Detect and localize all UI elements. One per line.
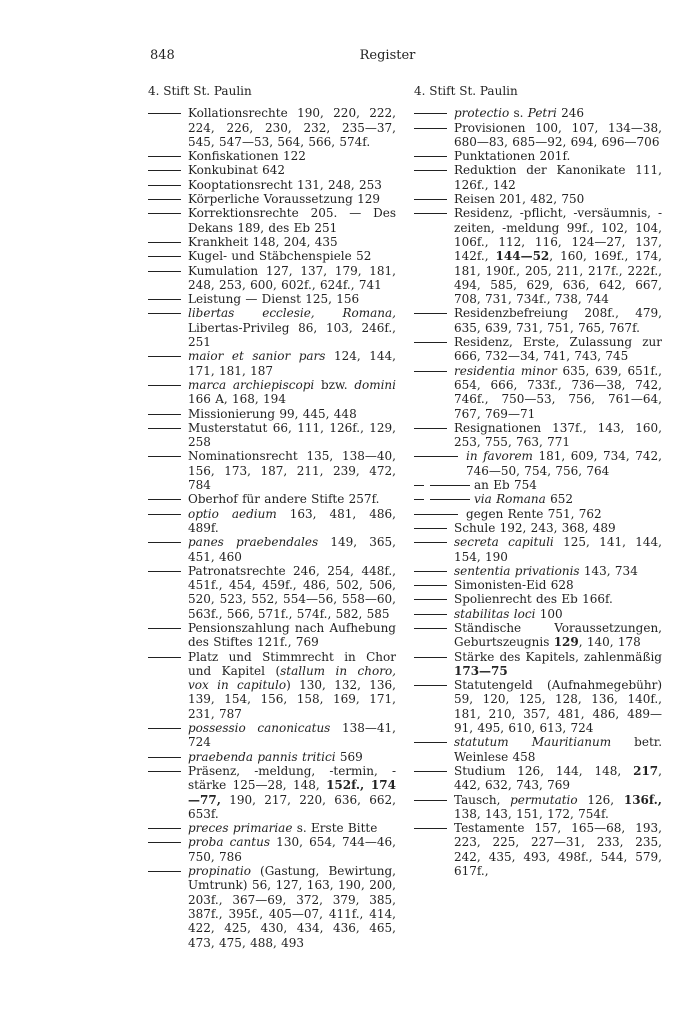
entry-italic: praebenda pannis tritici [188, 749, 336, 764]
index-entry [148, 621, 396, 650]
entry-italic: proba cantus [188, 835, 270, 850]
entry-dash [414, 113, 447, 114]
entry-dash [414, 628, 447, 629]
entry-text: 569 [335, 749, 363, 764]
index-entry [414, 163, 662, 192]
index-entry [148, 349, 396, 378]
column-heading: 4. Stift St. Paulin [414, 84, 518, 98]
entry-dash [148, 842, 181, 843]
entry-text: Kollationsrechte 190, 220, 222, 224, 226, 230, 232, 235—37, 545, 547—53, 564, 566, 574f. [188, 106, 396, 149]
index-entry [414, 192, 662, 206]
entry-dash [148, 542, 181, 543]
entry-text: 635, 639, 651f., 654, 666, 733f., 736—38, 742, 746f., 750—53, 756, 761—64, 767, 769—71 [454, 363, 662, 421]
index-entry [148, 306, 396, 349]
entry-text: 130, 654, 744—46, 750, 786 [188, 835, 396, 864]
entry-dash [414, 371, 447, 372]
index-entry [148, 407, 396, 421]
index-entry [414, 735, 662, 764]
entry-dash [414, 342, 447, 343]
entry-dash [148, 113, 181, 114]
entry-dash [148, 771, 181, 772]
index-entry [414, 106, 662, 120]
entry-text: Residenzbefreiung 208f., 479, 635, 639, 731, 751, 765, 767f. [454, 306, 662, 335]
index-entry [414, 478, 662, 492]
entry-text: Provisionen 100, 107, 134—38, 680—83, 685—92, 694, 696—706 [454, 120, 662, 149]
index-entry [148, 192, 396, 206]
entry-text: Kooptationsrecht 131, 248, 253 [188, 177, 382, 192]
entry-dash [148, 728, 181, 729]
entry-dash [414, 213, 447, 214]
entry-bold: 136f., [623, 792, 662, 807]
index-entry [148, 864, 396, 950]
column-heading: 4. Stift St. Paulin [148, 84, 252, 98]
entry-italic: sententia privationis [454, 563, 580, 578]
index-entry [414, 578, 662, 592]
entry-dash [148, 170, 181, 171]
entry-text: Simonisten-Eid 628 [454, 578, 574, 593]
entry-subdash [430, 499, 470, 500]
index-entry [148, 292, 396, 306]
running-title: Register [359, 48, 416, 63]
entry-text: Korrektionsrechte 205. — Des Dekans 189, des Eb 251 [188, 206, 396, 235]
index-entry [414, 564, 662, 578]
entry-dash [148, 213, 181, 214]
entry-text: Kumulation 127, 137, 179, 181, 248, 253, 600, 602f., 624f., 741 [188, 263, 396, 292]
entry-text: 138—41, 724 [188, 721, 396, 750]
entry-text: Körperliche Voraussetzung 129 [188, 192, 380, 207]
entry-text: , 160, 169f., 174, 181, 190f., 205, 211, 217f., 222f., 494, 585, 629, 636, 642, 667, 708, 731, 734f., 738, 744 [454, 249, 662, 307]
index-entry [414, 650, 662, 679]
entry-text: 100 [535, 606, 563, 621]
entry-text: Reisen 201, 482, 750 [454, 192, 585, 207]
entry-dash [414, 313, 447, 314]
entry-text: 149, 365, 451, 460 [188, 535, 396, 564]
index-entry [414, 535, 662, 564]
index-entry [148, 178, 396, 192]
entry-text: Tausch, [454, 792, 511, 807]
entry-bold: 152f., 174—77, [188, 778, 396, 807]
entry-text: 181, 609, 734, 742, 746—50, 754, 756, 764 [466, 449, 662, 478]
entry-text: Kugel- und Stäbchenspiele 52 [188, 249, 372, 264]
index-entry [148, 492, 396, 506]
index-entry [414, 621, 662, 650]
index-entry [414, 764, 662, 793]
index-entry [148, 507, 396, 536]
entry-text: Oberhof für andere Stifte 257f. [188, 492, 380, 507]
entry-dash [148, 313, 181, 314]
index-entry [414, 678, 662, 735]
entry-text: 143, 734 [579, 563, 638, 578]
entry-italic: via Romana [474, 492, 546, 507]
entry-dash [414, 528, 447, 529]
entry-text: Konfiskationen 122 [188, 149, 306, 164]
entry-dash [148, 256, 181, 257]
index-entry [148, 264, 396, 293]
entry-dash [148, 757, 181, 758]
entry-dash [414, 428, 447, 429]
entry-text: Punktationen 201f. [454, 149, 571, 164]
entry-dash [414, 800, 447, 801]
index-entry [414, 449, 662, 478]
entry-subdash [430, 485, 470, 486]
index-entry [148, 149, 396, 163]
entry-dash [148, 514, 181, 515]
index-entry [148, 764, 396, 821]
entry-dash [148, 499, 181, 500]
entry-text: Testamente 157, 165—68, 193, 223, 225, 227—31, 233, 235, 242, 435, 493, 498f., 544, 579, 617f., [454, 821, 662, 879]
entry-text: , 140, 178 [578, 635, 641, 650]
left-column [148, 84, 396, 950]
index-entry [148, 206, 396, 235]
entry-dash [148, 299, 181, 300]
entry-dash [414, 614, 447, 615]
entry-dash [414, 199, 447, 200]
entry-text: 124, 144, 171, 181, 187 [188, 349, 396, 378]
entry-text: 246 [556, 106, 585, 121]
entry-italic: preces primariae [188, 821, 293, 836]
entry-italic: stallum in choro, vox in capitulo [188, 663, 396, 693]
entry-text: 138, 143, 151, 172, 754f. [454, 806, 609, 821]
entry-italic: domini [354, 377, 397, 392]
index-entry [414, 821, 662, 878]
entry-text: Nominationsrecht 135, 138—40, 156, 173, 187, 211, 239, 472, 784 [188, 449, 396, 493]
index-entry [414, 364, 662, 421]
entry-dash [148, 657, 181, 658]
entry-italic: panes praebendales [188, 535, 319, 550]
index-entry [148, 449, 396, 492]
index-entry [414, 592, 662, 606]
entry-text: gegen Rente 751, 762 [466, 506, 602, 521]
entry-text: Resignationen 137f., 143, 160, 253, 755, 763, 771 [454, 420, 662, 450]
entry-text: Krankheit 148, 204, 435 [188, 234, 338, 249]
entry-text: Reduktion der Kanonikate 111, 126f., 142 [454, 163, 662, 192]
index-entry [148, 650, 396, 721]
index-entry [148, 721, 396, 750]
entry-text: Konkubinat 642 [188, 163, 286, 178]
entry-dash [414, 156, 447, 157]
entry-dash [414, 585, 447, 586]
entry-italic: secreta capituli [454, 535, 554, 550]
index-entry [148, 106, 396, 149]
index-entry [148, 750, 396, 764]
entry-italic: permutatio [510, 792, 578, 807]
entry-italic: libertas ecclesie, Romana, [188, 306, 396, 321]
entry-italic: statutum Mauritianum [454, 735, 612, 750]
entry-italic: possessio canonicatus [188, 721, 331, 736]
entry-text: Residenz, Erste, Zulassung zur 666, 732—34, 741, 743, 745 [454, 335, 662, 364]
entry-bold: 129 [553, 635, 579, 650]
entry-text: bzw. [314, 377, 355, 392]
entry-italic: stabilitas loci [454, 606, 536, 621]
index-entry [414, 121, 662, 150]
right-column [414, 84, 662, 878]
entry-dash [414, 771, 447, 772]
entry-dash [148, 199, 181, 200]
index-entry [414, 421, 662, 450]
entry-dash [414, 499, 424, 500]
entry-dash [148, 242, 181, 243]
entry-text: (Gastung, Bewirtung, Umtrunk) 56, 127, 163, 190, 200, 203f., 367—69, 372, 379, 385, 387f., 395f., 405—07, 411f., 414, 422, 425, 430, 434, 436, 465, 473, 475, 488, 493 [188, 864, 396, 950]
entry-dash [148, 271, 181, 272]
entry-text: Präsenz, -meldung, -termin, -stärke 125—28, 148, [188, 763, 396, 793]
entry-text: Platz und Stimmrecht in Chor und Kapitel ( [188, 649, 396, 678]
index-entry [148, 835, 396, 864]
entry-text: 163, 481, 486, 489f. [188, 506, 396, 535]
index-entry [148, 235, 396, 249]
entry-text: Spolienrecht des Eb 166f. [454, 592, 613, 607]
index-entry [414, 206, 662, 306]
running-header [150, 48, 625, 68]
entry-text: Pensionszahlung nach Aufhebung des Stiftes 121f., 769 [188, 620, 396, 650]
index-entry [148, 564, 396, 621]
entry-dash [414, 742, 447, 743]
entry-dash [148, 156, 181, 157]
entry-text: Libertas-Privileg 86, 103, 246f., 251 [188, 320, 396, 350]
entry-bold: 173—75 [454, 663, 508, 678]
entry-italic: marca archiepiscopi [188, 377, 315, 392]
entry-text: Leistung — Dienst 125, 156 [188, 292, 360, 307]
index-entry [414, 521, 662, 535]
index-entry [414, 607, 662, 621]
entry-dash [414, 657, 447, 658]
entry-text: , 442, 632, 743, 769 [454, 763, 662, 793]
entry-text: Patronatsrechte 246, 254, 448f., 451f., 454, 459f., 486, 502, 506, 520, 523, 552, 554—56, 558—60, 563f., 566, 571f., 574f., 582, 585 [188, 563, 396, 621]
entry-text: Ständische Voraussetzungen, Geburtszeugnis [454, 620, 662, 650]
entry-italic: residentia minor [454, 363, 557, 378]
entry-italic: protectio [454, 106, 510, 121]
index-entry [148, 163, 396, 177]
entry-text: Statutengeld (Aufnahmegebühr) 59, 120, 125, 128, 136, 140f., 181, 210, 357, 481, 486, 489—91, 495, 610, 613, 724 [454, 678, 662, 736]
entry-italic: Petri [527, 106, 557, 121]
entry-dash [148, 385, 181, 386]
entry-text: Missionierung 99, 445, 448 [188, 406, 357, 421]
entry-list [148, 106, 396, 950]
index-entry [414, 492, 662, 506]
entry-dash [414, 599, 447, 600]
entry-dash [148, 456, 181, 457]
entry-dash [414, 485, 424, 486]
entry-dash [148, 185, 181, 186]
index-entry [148, 421, 396, 450]
entry-text: s. Erste Bitte [292, 821, 378, 836]
entry-dash [148, 356, 181, 357]
entry-text: 126, [577, 792, 624, 807]
index-entry [148, 378, 396, 407]
entry-text: an Eb 754 [474, 478, 537, 493]
entry-text: 190, 217, 220, 636, 662, 653f. [188, 792, 396, 821]
entry-dash [148, 414, 181, 415]
entry-italic: maior et sanior pars [188, 349, 326, 364]
entry-dash [414, 685, 447, 686]
entry-dash [148, 628, 181, 629]
entry-text: 652 [545, 492, 573, 507]
index-entry [414, 306, 662, 335]
entry-dash [148, 871, 181, 872]
entry-dash [148, 828, 181, 829]
index-entry [414, 507, 662, 521]
index-entry [414, 149, 662, 163]
index-entry [148, 535, 396, 564]
page-number: 848 [150, 48, 175, 63]
entry-text: Schule 192, 243, 368, 489 [454, 520, 616, 535]
entry-text: s. [509, 106, 528, 121]
entry-text: 166 A, 168, 194 [188, 392, 286, 407]
entry-bold: 144—52 [495, 249, 550, 264]
entry-dash [148, 571, 181, 572]
entry-dash [414, 542, 447, 543]
index-entry [148, 249, 396, 263]
entry-italic: propinatio [188, 864, 251, 879]
entry-text: betr. Weinlese 458 [454, 735, 663, 764]
entry-dash [414, 456, 458, 457]
index-entry [414, 335, 662, 364]
entry-text: Musterstatut 66, 111, 126f., 129, 258 [188, 420, 396, 450]
entry-dash [414, 514, 458, 515]
entry-text: Stärke des Kapitels, zahlenmäßig [454, 649, 662, 664]
index-entry [148, 821, 396, 835]
entry-list [414, 106, 662, 878]
entry-dash [414, 128, 447, 129]
entry-text: Studium 126, 144, 148, [454, 763, 634, 778]
entry-text: 125, 141, 144, 154, 190 [454, 535, 662, 564]
entry-dash [148, 428, 181, 429]
entry-dash [414, 828, 447, 829]
entry-italic: optio aedium [188, 506, 277, 521]
entry-dash [414, 571, 447, 572]
entry-italic: in favorem [466, 449, 533, 464]
entry-text: ) 130, 132, 136, 139, 154, 156, 158, 169, 171, 231, 787 [188, 678, 396, 721]
index-entry [414, 793, 662, 822]
entry-dash [414, 170, 447, 171]
entry-bold: 217 [633, 763, 659, 778]
entry-text: Residenz, -pflicht, -versäumnis, -zeiten, -meldung 99f., 102, 104, 106f., 112, 116, 124—27, 137, 142f., [454, 206, 662, 264]
